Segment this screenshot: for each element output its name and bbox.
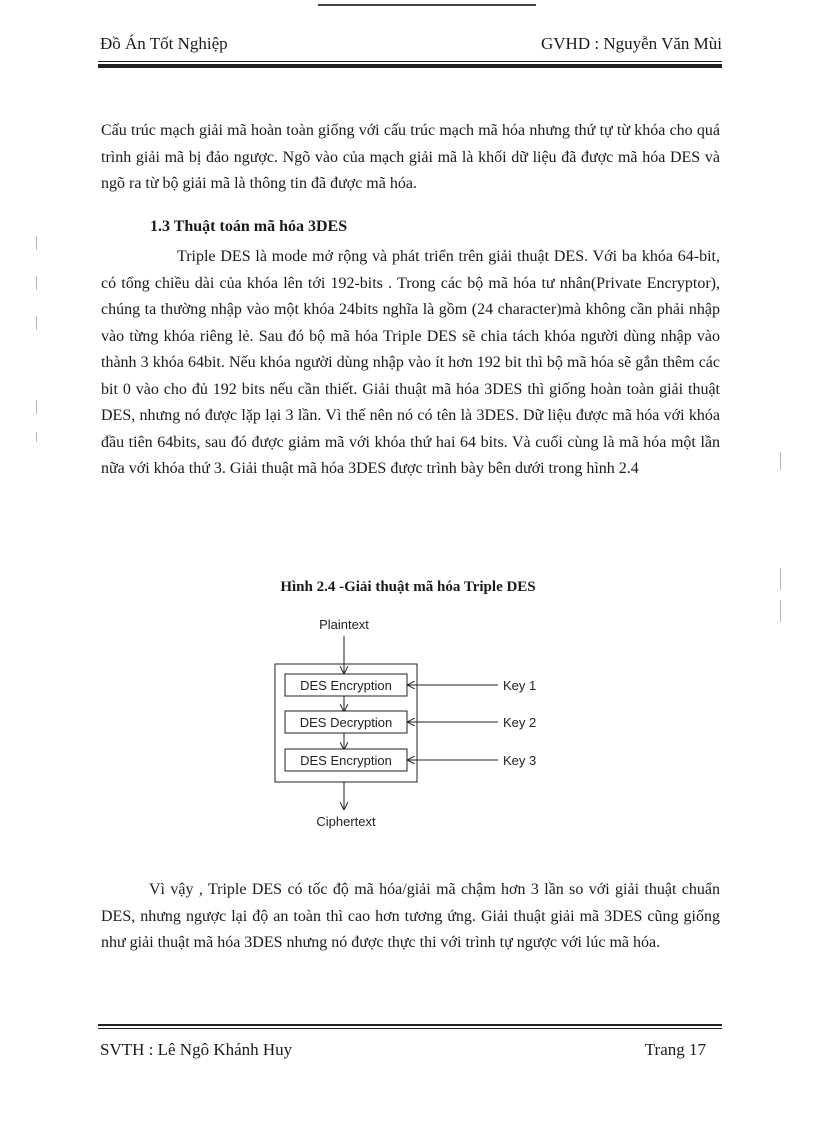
header-rule-thin [98, 61, 722, 62]
key3-label: Key 3 [503, 753, 537, 768]
page-number: Trang 17 [644, 1040, 706, 1059]
stage-label-2: DES Decryption [299, 715, 393, 730]
section-heading: 1.3 Thuật toán mã hóa 3DES [150, 218, 348, 235]
header-title: Đồ Án Tốt Nghiệp [100, 34, 228, 53]
paragraph-decryption-structure: Cấu trúc mạch giải mã hoàn toàn giống với cấu trúc mạch mã hóa nhưng thứ tự từ khóa cho quá trình giải mã bị đảo ngược. Ngõ vào của mạch giải mã là khối dữ liệu đã được mã hóa DES và ngõ ra từ bộ giải mã là thông tin đã được mã hóa. [101, 122, 720, 192]
scan-mark [36, 276, 37, 290]
key1-label: Key 1 [503, 678, 537, 693]
scan-mark [780, 600, 781, 622]
paragraph-3des-summary: Vì vậy , Triple DES có tốc độ mã hóa/giải mã chậm hơn 3 lần so với giải thuật chuẩn DES, nhưng ngược lại độ an toàn thì cao hơn tương ứng. Giải thuật giải mã 3DES cũng giống như giải thuật mã hóa 3DES nhưng nó được thực thi với trình tự ngược với lúc mã hóa. [101, 881, 720, 951]
top-edge-line [318, 4, 536, 6]
triple-des-diagram [262, 612, 562, 837]
key2-label: Key 2 [503, 715, 537, 730]
stage-label-3: DES Encryption [300, 753, 392, 768]
header-rule-thick [98, 64, 722, 68]
plaintext-label: Plaintext [319, 617, 369, 632]
scan-mark [780, 568, 781, 590]
ciphertext-label: Ciphertext [316, 814, 376, 829]
scan-mark [36, 236, 37, 250]
header-advisor: GVHD : Nguyễn Văn Mùi [540, 34, 722, 53]
scan-mark [36, 400, 37, 414]
scan-mark [780, 452, 781, 470]
figure-caption: Hình 2.4 -Giải thuật mã hóa Triple DES [280, 579, 536, 595]
scan-mark [36, 432, 37, 442]
footer-rule-thick [98, 1024, 722, 1026]
footer-student: SVTH : Lê Ngô Khánh Huy [100, 1040, 293, 1059]
footer-rule-thin [98, 1028, 722, 1029]
scan-mark [36, 316, 37, 330]
paragraph-3des-intro: Triple DES là mode mở rộng và phát triển trên giải thuật DES. Với ba khóa 64-bit, có tổng chiều dài của khóa lên tới 192-bits . Trong các bộ mã hóa tư nhân(Private Encryptor), chúng ta thường nhập vào một khóa 24bits nghĩa là gồm (24 character)mà không cần phải nhập vào từng khóa riêng lẻ. Sau đó bộ mã hóa Triple DES sẽ chia tách khóa người dùng nhập vào thành 3 khóa 64bit. Nếu khóa người dùng nhập vào ít hơn 192 bit thì bộ mã hóa sẽ gắn thêm các bit 0 vào cho đủ 192 bits nếu cần thiết. Giải thuật mã hóa 3DES thì giống hoàn toàn giải thuật DES, nhưng nó được lặp lại 3 lần. Vì thế nên nó có tên là 3DES. Dữ liệu được mã hóa với khóa đầu tiên 64bits, sau đó được giảm mã với khóa thứ hai 64 bits. Và cuối cùng là mã hóa một lần nữa với khóa thứ 3. Giải thuật mã hóa 3DES được trình bày bên dưới trong hình 2.4 [101, 248, 720, 477]
stage-label-1: DES Encryption [300, 678, 392, 693]
